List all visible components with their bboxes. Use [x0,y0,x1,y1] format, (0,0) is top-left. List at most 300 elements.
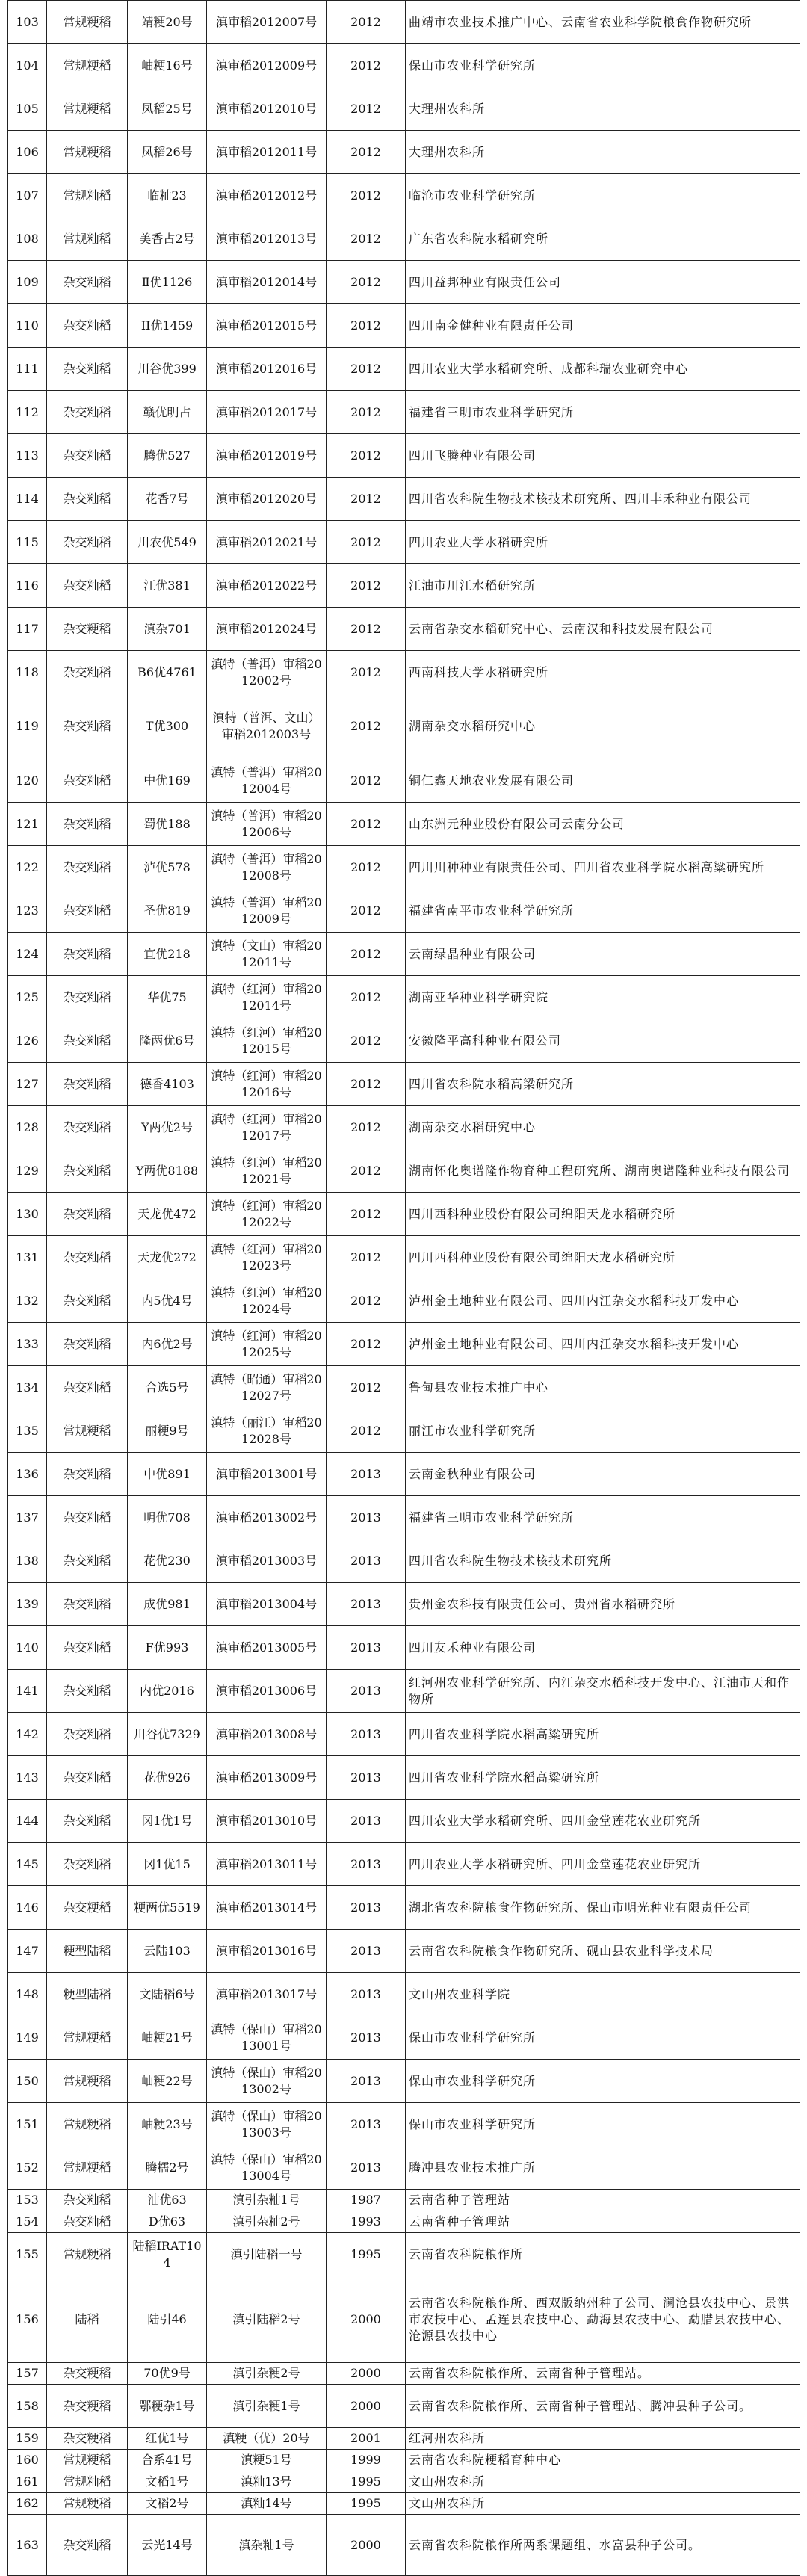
breeding-organization: 四川友禾种业有限公司 [406,1626,800,1670]
breeding-organization: 四川西科种业股份有限公司绵阳天龙水稻研究所 [406,1193,800,1236]
rice-type: 杂交籼稻 [47,651,128,694]
breeding-organization: 云南省种子管理站 [406,2190,800,2211]
table-row [8,846,800,889]
breeding-organization: 铜仁鑫天地农业发展有限公司 [406,759,800,803]
table-row [8,2428,800,2450]
row-number: 145 [8,1843,47,1886]
rice-type: 杂交籼稻 [47,1323,128,1366]
variety-name: II优1459 [128,304,207,348]
variety-name: 江优381 [128,564,207,608]
table-row [8,1323,800,1366]
variety-name: 陆引46 [128,2276,207,2363]
breeding-organization: 四川农业大学水稻研究所、四川金堂莲花农业研究所 [406,1843,800,1886]
rice-type: 常规粳稻 [47,44,128,87]
variety-name: 靖粳20号 [128,1,207,44]
breeding-organization: 文山州农科所 [406,2493,800,2515]
certificate-number: 滇审稻2013011号 [207,1843,327,1886]
rice-type: 杂交籼稻 [47,889,128,933]
rice-type: 杂交籼稻 [47,1496,128,1539]
approval-year: 2013 [327,1539,406,1583]
certificate-number: 滇特（普洱）审稻2012006号 [207,803,327,846]
row-number: 111 [8,348,47,391]
breeding-organization: 四川省农科院生物技术核技术研究所 [406,1539,800,1583]
variety-name: 岫粳21号 [128,2016,207,2060]
certificate-number: 滇审稻2012016号 [207,348,327,391]
variety-name: 云光14号 [128,2515,207,2576]
rice-type: 杂交粳稻 [47,2428,128,2450]
row-number: 143 [8,1756,47,1800]
row-number: 157 [8,2363,47,2385]
rice-type: 杂交籼稻 [47,1279,128,1323]
rice-type: 杂交籼稻 [47,1539,128,1583]
row-number: 133 [8,1323,47,1366]
row-number: 152 [8,2146,47,2190]
variety-name: 成优981 [128,1583,207,1626]
approval-year: 2013 [327,2146,406,2190]
breeding-organization: 保山市农业科学研究所 [406,2016,800,2060]
approval-year: 2012 [327,261,406,304]
variety-name: 丽粳9号 [128,1409,207,1453]
rice-type: 杂交籼稻 [47,976,128,1019]
row-number: 136 [8,1453,47,1496]
variety-name: 冈1优1号 [128,1800,207,1843]
breeding-organization: 西南科技大学水稻研究所 [406,651,800,694]
breeding-organization: 保山市农业科学研究所 [406,44,800,87]
approval-year: 2012 [327,521,406,564]
certificate-number: 滇特（红河）审稻2012021号 [207,1149,327,1193]
table-row [8,2276,800,2363]
table-row [8,304,800,348]
table-row [8,1063,800,1106]
variety-name: 红优1号 [128,2428,207,2450]
table-row [8,1236,800,1279]
row-number: 105 [8,87,47,131]
variety-name: 凤稻26号 [128,131,207,174]
rice-type: 粳型陆稻 [47,1973,128,2016]
approval-year: 2012 [327,1279,406,1323]
approval-year: 2012 [327,803,406,846]
certificate-number: 滇籼13号 [207,2471,327,2493]
certificate-number: 滇审稻2013004号 [207,1583,327,1626]
variety-name: 合选5号 [128,1366,207,1409]
rice-type: 杂交籼稻 [47,1670,128,1713]
approval-year: 2013 [327,1626,406,1670]
variety-name: 川谷优7329 [128,1713,207,1756]
certificate-number: 滇审稻2012009号 [207,44,327,87]
table-row [8,976,800,1019]
approval-year: 2012 [327,846,406,889]
certificate-number: 滇特（红河）审稻2012024号 [207,1279,327,1323]
approval-year: 2012 [327,391,406,434]
variety-name: 宜优218 [128,933,207,976]
row-number: 162 [8,2493,47,2515]
row-number: 112 [8,391,47,434]
row-number: 134 [8,1366,47,1409]
approval-year: 2012 [327,478,406,521]
certificate-number: 滇审稻2012011号 [207,131,327,174]
certificate-number: 滇审稻2012024号 [207,608,327,651]
approval-year: 2012 [327,651,406,694]
approval-year: 2000 [327,2385,406,2428]
table-row [8,1886,800,1930]
row-number: 149 [8,2016,47,2060]
rice-type: 杂交籼稻 [47,933,128,976]
table-row [8,933,800,976]
breeding-organization: 云南省杂交水稻研究中心、云南汉和科技发展有限公司 [406,608,800,651]
rice-type: 常规粳稻 [47,2103,128,2146]
breeding-organization: 保山市农业科学研究所 [406,2103,800,2146]
breeding-organization: 四川川种种业有限责任公司、四川省农业科学院水稻高粱研究所 [406,846,800,889]
table-row [8,1843,800,1886]
rice-type: 杂交籼稻 [47,1019,128,1063]
certificate-number: 滇籼14号 [207,2493,327,2515]
breeding-organization: 鲁甸县农业技术推广中心 [406,1366,800,1409]
rice-type: 常规籼稻 [47,2471,128,2493]
table-row [8,1713,800,1756]
certificate-number: 滇特（保山）审稻2013002号 [207,2060,327,2103]
row-number: 114 [8,478,47,521]
approval-year: 2012 [327,1063,406,1106]
table-row [8,2385,800,2428]
row-number: 120 [8,759,47,803]
table-row [8,1756,800,1800]
breeding-organization: 江油市川江水稻研究所 [406,564,800,608]
table-row [8,1496,800,1539]
breeding-organization: 四川省农业科学院水稻高粱研究所 [406,1756,800,1800]
approval-year: 1995 [327,2471,406,2493]
certificate-number: 滇特（红河）审稻2012025号 [207,1323,327,1366]
row-number: 107 [8,174,47,217]
rice-type: 常规粳稻 [47,87,128,131]
table-row [8,1973,800,2016]
certificate-number: 滇审稻2013009号 [207,1756,327,1800]
certificate-number: 滇特（文山）审稻2012011号 [207,933,327,976]
table-row [8,564,800,608]
row-number: 116 [8,564,47,608]
breeding-organization: 四川农业大学水稻研究所 [406,521,800,564]
approval-year: 2012 [327,1019,406,1063]
row-number: 161 [8,2471,47,2493]
approval-year: 2000 [327,2515,406,2576]
approval-year: 2012 [327,1193,406,1236]
rice-type: 杂交籼稻 [47,1583,128,1626]
table-row [8,217,800,261]
table-row [8,1539,800,1583]
approval-year: 2012 [327,933,406,976]
certificate-number: 滇特（丽江）审稻2012028号 [207,1409,327,1453]
table-row [8,2471,800,2493]
certificate-number: 滇审稻2013003号 [207,1539,327,1583]
approval-year: 2000 [327,2363,406,2385]
row-number: 122 [8,846,47,889]
breeding-organization: 湖南怀化奥谱隆作物育种工程研究所、湖南奥谱隆种业科技有限公司 [406,1149,800,1193]
approval-year: 2012 [327,759,406,803]
approval-year: 2012 [327,1149,406,1193]
approval-year: 2012 [327,1409,406,1453]
table-body [8,1,800,2576]
row-number: 142 [8,1713,47,1756]
table-row [8,2450,800,2471]
variety-name: Ⅱ优1126 [128,261,207,304]
table-row [8,261,800,304]
row-number: 123 [8,889,47,933]
table-row [8,1019,800,1063]
table-row [8,1193,800,1236]
rice-type: 杂交籼稻 [47,1366,128,1409]
row-number: 150 [8,2060,47,2103]
row-number: 129 [8,1149,47,1193]
breeding-organization: 四川西科种业股份有限公司绵阳天龙水稻研究所 [406,1236,800,1279]
variety-name: 岫粳22号 [128,2060,207,2103]
breeding-organization: 四川农业大学水稻研究所、成都科瑞农业研究中心 [406,348,800,391]
rice-type: 常规粳稻 [47,1,128,44]
variety-name: 文稻2号 [128,2493,207,2515]
variety-name: 川农优549 [128,521,207,564]
breeding-organization: 文山州农科所 [406,2471,800,2493]
certificate-number: 滇引陆稻一号 [207,2233,327,2276]
table-row [8,1149,800,1193]
row-number: 151 [8,2103,47,2146]
certificate-number: 滇特（普洱）审稻2012004号 [207,759,327,803]
variety-name: 天龙优472 [128,1193,207,1236]
variety-name: 圣优819 [128,889,207,933]
rice-type: 常规粳稻 [47,2493,128,2515]
table-row [8,478,800,521]
breeding-organization: 云南省农科院粮食作物研究所、砚山县农业科学技术局 [406,1930,800,1973]
variety-name: 花优230 [128,1539,207,1583]
breeding-organization: 四川省农业科学院水稻高粱研究所 [406,1713,800,1756]
breeding-organization: 四川省农科院水稻高梁研究所 [406,1063,800,1106]
certificate-number: 滇审稻2013014号 [207,1886,327,1930]
row-number: 144 [8,1800,47,1843]
row-number: 155 [8,2233,47,2276]
row-number: 125 [8,976,47,1019]
table-row [8,2060,800,2103]
breeding-organization: 云南省种子管理站 [406,2211,800,2233]
breeding-organization: 福建省三明市农业科学研究所 [406,1496,800,1539]
table-row [8,2515,800,2576]
table-row [8,608,800,651]
table-row [8,1583,800,1626]
approval-year: 2012 [327,304,406,348]
certificate-number: 滇审稻2012013号 [207,217,327,261]
row-number: 163 [8,2515,47,2576]
breeding-organization: 四川省农科院生物技术核技术研究所、四川丰禾种业有限公司 [406,478,800,521]
approval-year: 2000 [327,2276,406,2363]
approval-year: 2012 [327,87,406,131]
certificate-number: 滇审稻2012021号 [207,521,327,564]
row-number: 127 [8,1063,47,1106]
approval-year: 2013 [327,1670,406,1713]
variety-name: 合系41号 [128,2450,207,2471]
approval-year: 2012 [327,889,406,933]
approval-year: 2013 [327,2103,406,2146]
variety-name: 汕优63 [128,2190,207,2211]
row-number: 138 [8,1539,47,1583]
approval-year: 2013 [327,1583,406,1626]
certificate-number: 滇特（普洱）审稻2012008号 [207,846,327,889]
row-number: 139 [8,1583,47,1626]
rice-type: 常规粳稻 [47,2233,128,2276]
row-number: 160 [8,2450,47,2471]
certificate-number: 滇审稻2013017号 [207,1973,327,2016]
variety-name: B6优4761 [128,651,207,694]
certificate-number: 滇特（红河）审稻2012022号 [207,1193,327,1236]
variety-name: 泸优578 [128,846,207,889]
breeding-organization: 文山州农业科学院 [406,1973,800,2016]
certificate-number: 滇审稻2013010号 [207,1800,327,1843]
row-number: 126 [8,1019,47,1063]
approval-year: 2013 [327,1713,406,1756]
table-row [8,759,800,803]
variety-name: F优993 [128,1626,207,1670]
row-number: 141 [8,1670,47,1713]
approval-year: 2013 [327,1843,406,1886]
approval-year: 1999 [327,2450,406,2471]
breeding-organization: 四川农业大学水稻研究所、四川金堂莲花农业研究所 [406,1800,800,1843]
certificate-number: 滇审稻2012010号 [207,87,327,131]
table-row [8,2363,800,2385]
table-row [8,348,800,391]
variety-name: 赣优明占 [128,391,207,434]
certificate-number: 滇杂籼1号 [207,2515,327,2576]
approval-year: 2013 [327,1756,406,1800]
certificate-number: 滇审稻2012019号 [207,434,327,478]
variety-name: 粳两优5519 [128,1886,207,1930]
certificate-number: 滇引杂籼1号 [207,2190,327,2211]
variety-name: 中优169 [128,759,207,803]
rice-type: 常规粳稻 [47,131,128,174]
rice-type: 常规籼稻 [47,174,128,217]
certificate-number: 滇引杂籼2号 [207,2211,327,2233]
breeding-organization: 大理州农科所 [406,87,800,131]
certificate-number: 滇引杂粳2号 [207,2363,327,2385]
row-number: 121 [8,803,47,846]
variety-name: T优300 [128,694,207,759]
certificate-number: 滇特（昭通）审稻2012027号 [207,1366,327,1409]
rice-type: 陆稻 [47,2276,128,2363]
approval-year: 2001 [327,2428,406,2450]
rice-type: 杂交籼稻 [47,521,128,564]
breeding-organization: 山东洲元种业股份有限公司云南分公司 [406,803,800,846]
certificate-number: 滇特（红河）审稻2012014号 [207,976,327,1019]
breeding-organization: 保山市农业科学研究所 [406,2060,800,2103]
rice-type: 常规籼稻 [47,217,128,261]
approval-year: 2012 [327,1236,406,1279]
breeding-organization: 曲靖市农业技术推广中心、云南省农业科学院粮食作物研究所 [406,1,800,44]
certificate-number: 滇特（保山）审稻2013003号 [207,2103,327,2146]
table-row [8,2190,800,2211]
rice-type: 杂交粳稻 [47,2385,128,2428]
breeding-organization: 云南省农科院粮作所、云南省种子管理站、腾冲县种子公司。 [406,2385,800,2428]
breeding-organization: 四川南金健种业有限责任公司 [406,304,800,348]
variety-name: 明优708 [128,1496,207,1539]
rice-type: 杂交籼稻 [47,2515,128,2576]
table-row [8,2211,800,2233]
certificate-number: 滇特（红河）审稻2012015号 [207,1019,327,1063]
approval-year: 2013 [327,2016,406,2060]
rice-type: 杂交籼稻 [47,1063,128,1106]
variety-name: 冈1优15 [128,1843,207,1886]
variety-name: 腾优527 [128,434,207,478]
certificate-number: 滇审稻2013001号 [207,1453,327,1496]
certificate-number: 滇审稻2013008号 [207,1713,327,1756]
row-number: 137 [8,1496,47,1539]
table-row [8,2016,800,2060]
certificate-number: 滇审稻2013016号 [207,1930,327,1973]
row-number: 128 [8,1106,47,1149]
variety-name: 滇杂701 [128,608,207,651]
variety-name: 陆稻IRAT104 [128,2233,207,2276]
row-number: 148 [8,1973,47,2016]
rice-type: 常规粳稻 [47,2060,128,2103]
breeding-organization: 福建省南平市农业科学研究所 [406,889,800,933]
breeding-organization: 丽江市农业科学研究所 [406,1409,800,1453]
variety-name: 花香7号 [128,478,207,521]
row-number: 131 [8,1236,47,1279]
table-row [8,2493,800,2515]
rice-type: 杂交籼稻 [47,564,128,608]
approval-year: 2012 [327,608,406,651]
rice-type: 杂交粳稻 [47,2363,128,2385]
variety-name: 德香4103 [128,1063,207,1106]
variety-name: 云陆103 [128,1930,207,1973]
breeding-organization: 云南省农科院粮作所两系课题组、水富县种子公司。 [406,2515,800,2576]
breeding-organization: 云南绿晶种业有限公司 [406,933,800,976]
breeding-organization: 广东省农科院水稻研究所 [406,217,800,261]
breeding-organization: 云南省农科院粮作所 [406,2233,800,2276]
table-row [8,1106,800,1149]
rice-type: 杂交籼稻 [47,1236,128,1279]
variety-name: 内5优4号 [128,1279,207,1323]
approval-year: 2012 [327,44,406,87]
certificate-number: 滇特（普洱、文山）审稻2012003号 [207,694,327,759]
approval-year: 2012 [327,434,406,478]
row-number: 153 [8,2190,47,2211]
table-row [8,434,800,478]
rice-type: 常规粳稻 [47,2450,128,2471]
rice-type: 杂交籼稻 [47,1106,128,1149]
approval-year: 2013 [327,1496,406,1539]
table-row [8,1626,800,1670]
row-number: 154 [8,2211,47,2233]
row-number: 124 [8,933,47,976]
variety-name: 文陆稻6号 [128,1973,207,2016]
table-row [8,2146,800,2190]
variety-name: 川谷优399 [128,348,207,391]
certificate-number: 滇特（普洱）审稻2012002号 [207,651,327,694]
approval-year: 1995 [327,2233,406,2276]
rice-type: 杂交籼稻 [47,478,128,521]
rice-type: 杂交籼稻 [47,1149,128,1193]
variety-name: Y两优2号 [128,1106,207,1149]
breeding-organization: 四川益邦种业有限责任公司 [406,261,800,304]
variety-name: 凤稻25号 [128,87,207,131]
certificate-number: 滇引陆稻2号 [207,2276,327,2363]
table-row [8,694,800,759]
row-number: 115 [8,521,47,564]
rice-type: 杂交籼稻 [47,803,128,846]
certificate-number: 滇审稻2012020号 [207,478,327,521]
breeding-organization: 红河州农业科学研究所、内江杂交水稻科技开发中心、江油市天和作物所 [406,1670,800,1713]
variety-name: 天龙优272 [128,1236,207,1279]
rice-type: 杂交籼稻 [47,1713,128,1756]
variety-name: 蜀优188 [128,803,207,846]
breeding-organization: 云南省农科院粳稻育种中心 [406,2450,800,2471]
rice-type: 杂交籼稻 [47,261,128,304]
rice-type: 杂交籼稻 [47,2190,128,2211]
rice-type: 杂交籼稻 [47,434,128,478]
